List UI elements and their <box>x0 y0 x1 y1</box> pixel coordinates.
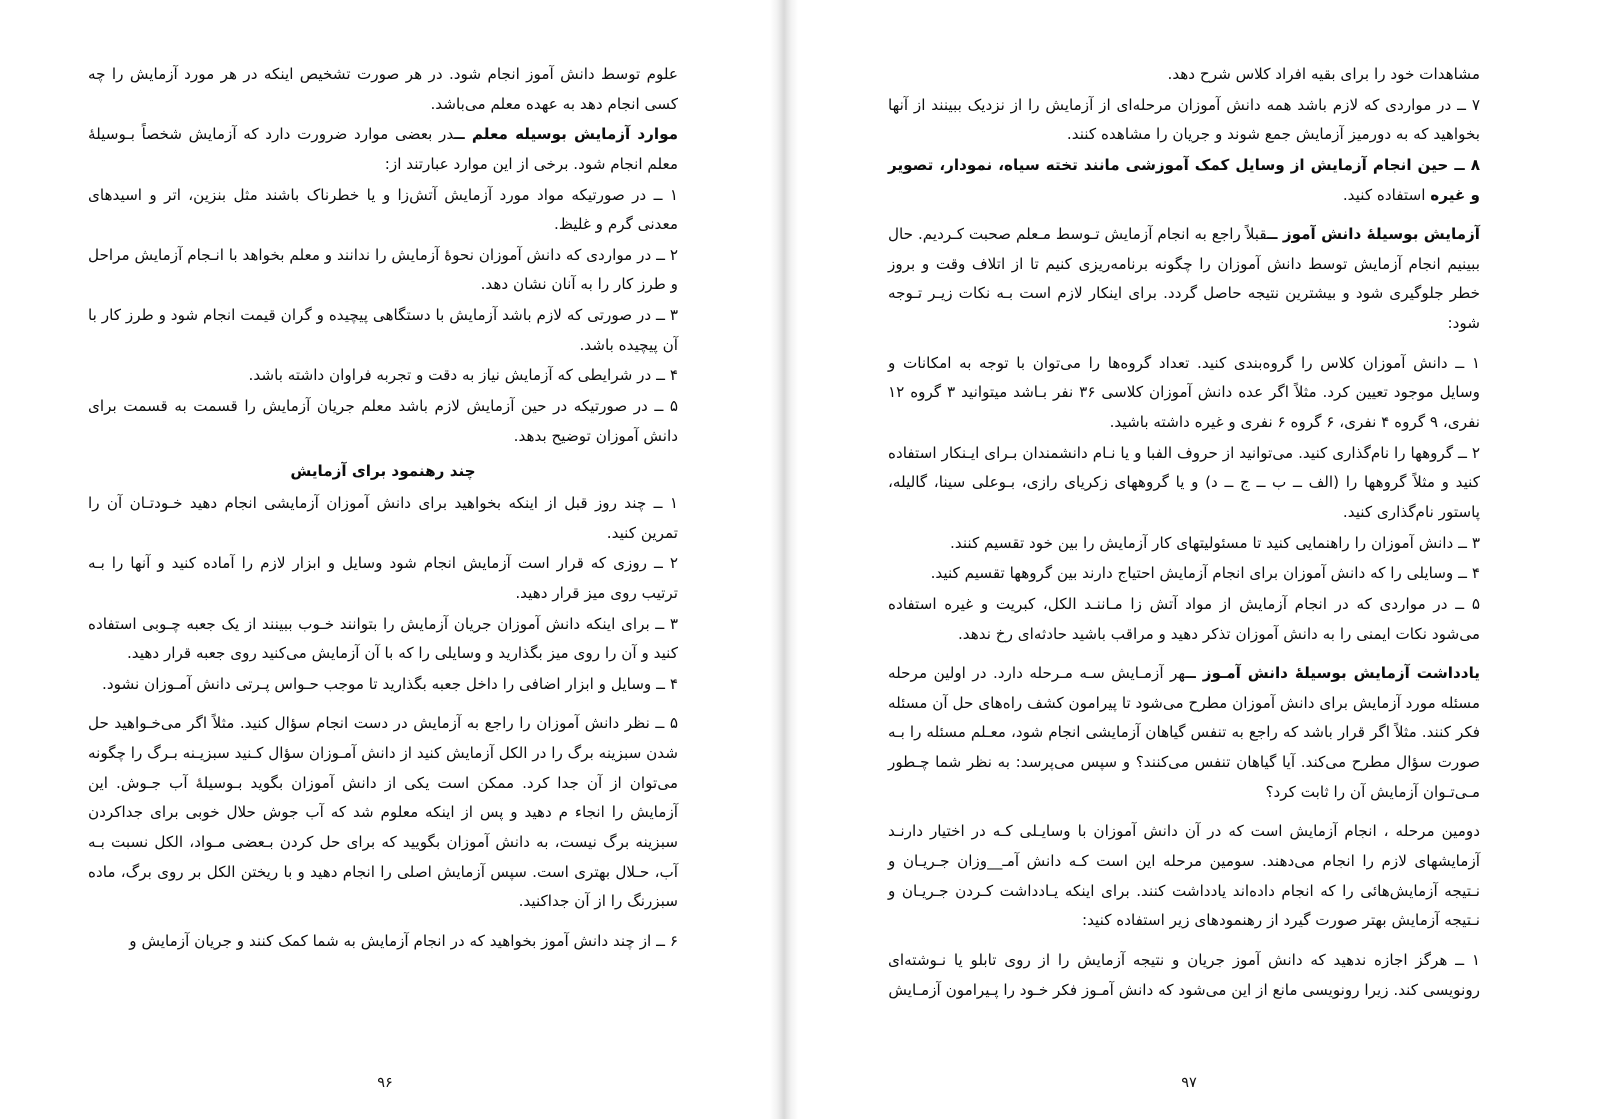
guideline-item: ۴ ــ وسایل و ابزار اضافی را داخل جعبه بگذارید تا موجب حـواس پـرتی دانش آمـوزان نشود. <box>102 674 678 693</box>
paragraph: ۵ ــ در صورتیکه در حین آزمایش لازم باشد معلم جریان آزمایش را قسمت به قسمت برای دانش آموزان توضیح بدهد. <box>88 397 678 445</box>
guideline-item: ۲ ــ روزی که قرار است آزمایش انجام شود وسایل و ابزار لازم را آماده کنید و آنها را بـه ترتیب روی میز قرار دهید. <box>88 554 678 602</box>
guideline-item: ۵ ــ نظر دانش آموزان را راجع به آزمایش در دست انجام سؤال کنید. مثلاً اگر می‌خـواهید حل شدن سبزینه برگ را در الکل آزمایش کنید از دانش آمـوزان سؤال کـنید سبزیـنه بـرگ را چگونه می‌توان از آن جدا کرد. ممکن است یکی از دانش آموزان بگوید بـوسیلهٔ آب جـوش. این آزمایش را انجاء م دهید و پس از اینکه معلوم شد که آب جوش حلال خوبی برای جداکردن سبزینه برگ نیست، به دانش آموزان بگویید که برای حل کردن بـعضی مـواد، الکل نسبت بـه آب، حـلال بهتری است. سپس آزمایش اصلی را انجام دهید و با ریختن الکل بر روی برگ، ماده سبزرنگ را از آن جداکنید. <box>87 714 678 911</box>
paragraph-body: قبلاً راجع به انجام آزمایش تـوسط مـعلم صحبت کـردیم. حال ببینیم انجام آزمایش توسط دانش آموزان را چگونه برنامه‌ریزی کنیم تا از اتلاف وقت و بروز خطر جلوگیری شود و بیشترین نتیجه حاصل گردد. برای اینکار لازم است بـه نکات زیـر تـوجه شود: <box>888 225 1480 333</box>
paragraph-lead: یادداشت آزمایش بوسیلهٔ دانش آمـوز ــ <box>1185 664 1480 683</box>
paragraph-body: استفاده کنید. <box>1342 185 1431 204</box>
paragraph: ۵ ــ در مواردی که در انجام آزمایش از مواد آتش زا مـاننـد الکل، کبریت و غیره استفاده می‌شود نکات ایمنی را به دانش آموزان تذکر دهید و مراقب باشید حادثه‌ای رخ ندهد. <box>888 594 1480 643</box>
page-number-97: ۹۷ <box>1181 1075 1197 1091</box>
paragraph: ۳ ــ در صورتی که لازم باشد آزمایش با دستگاهی پیچیده و گران قیمت انجام شود و طرز کار با آن پیچیده باشد. <box>88 306 678 354</box>
page-97-text-column <box>888 60 1480 1005</box>
guideline-item: ۶ ــ از چند دانش آموز بخواهید که در انجام آزمایش به شما کمک کنند و جریان آزمایش و <box>129 931 678 950</box>
guideline-item: ۱ ــ چند روز قبل از اینکه بخواهید برای دانش آموزان آزمایشی انجام دهید خـودتـان آن را تمرین کنید. <box>88 493 678 542</box>
paragraph-body: هر آزمـایش سـه مـرحله دارد. در اولین مرحله مسئله مورد آزمایش برای دانش آموزان مطرح می‌شود تا پیرامون کشف راه‌های حل آن مسئله فکر کنند. مثلاً اگر قرار باشد که راجع به تنفس گیاهان آزمایشی انجام شود، معـلم مسئله را بـه صورت سؤال مطرح می‌کند. آیا گیاهان تنفس می‌کنند؟ و سپس می‌پرسد: به نظر شما چـطور مـی‌تـوان آزمایش آن را ثابت کرد؟ <box>888 664 1480 801</box>
paragraph: علوم توسط دانش آموز انجام شود. در هر صورت تشخیص اینکه در هر مورد آزمایش را چه کسی انجام دهد به عهده معلم می‌باشد. <box>88 65 678 113</box>
page-gutter <box>770 0 798 1119</box>
paragraph: ۲ ــ گروهها را نام‌گذاری کنید. می‌توانید از حروف الفبا و یا نـام دانشمندان بـرای ایـنکار استفاده کنید و مثلاً گروهها را (الف ــ ب ــ ج ــ د) و یا گروههای زکریای رازی، بـوعلی سینا، گالیله، پاستور نام‌گذاری کنید. <box>888 443 1480 521</box>
section-heading: چند رهنمود برای آزمایش <box>290 462 476 481</box>
page-97 <box>798 0 1600 1119</box>
paragraph <box>888 659 1480 807</box>
paragraph: ۱ ــ در صورتیکه مواد مورد آزمایش آتش‌زا و یا خطرناک باشند مثل بنزین، اتر و اسیدهای معدنی گرم و غلیظ. <box>88 185 678 234</box>
paragraph <box>88 120 678 179</box>
paragraph <box>888 151 1480 210</box>
paragraph: ۳ ــ دانش آموزان را راهنمایی کنید تا مسئولیتهای کار آزمایش را بین خود تقسیم کنند. <box>950 533 1480 552</box>
paragraph: ۱ ــ هرگز اجازه ندهید که دانش آموز جریان و نتیجه آزمایش را از روی تابلو یا نـوشته‌ای رونویسی کند. زیرا رونویسی مانع از این می‌شود که دانش آمـوز فکر خـود را پـیرامون آزمـایش <box>888 950 1480 999</box>
paragraph-lead: موارد آزمایش بوسیله معلم ــ <box>454 125 678 144</box>
page-96-text-column <box>88 60 678 957</box>
paragraph: مشاهدات خود را برای بقیه افراد کلاس شرح دهد. <box>1167 65 1480 83</box>
paragraph-body: در بعضی موارد ضرورت دارد که آزمایش شخصاً بـوسیلهٔ معلم انجام شود. برخی از این موارد عبارتند از: <box>88 125 678 173</box>
page-number-96: ۹۶ <box>377 1075 393 1091</box>
guideline-item: ۳ ــ برای اینکه دانش آموزان جریان آزمایش را بتوانند خـوب ببینند از یک جعبه چـوبی استفاده کنید و آن را روی میز بگذارید و وسایلی را که با آن آزمایش می‌کنید روی جعبه قرار دهید. <box>88 614 678 663</box>
page-96 <box>0 0 770 1119</box>
paragraph-lead: آزمایش بوسیلهٔ دانش آموز ــ <box>1267 225 1480 244</box>
paragraph-lead: ۸ ــ حین انجام آزمایش از وسایل کمک آموزشی مانند تخته سیاه، نمودار، تصویر و غیره <box>888 155 1480 204</box>
paragraph: ۴ ــ وسایلی را که دانش آموزان برای انجام آزمایش احتیاج دارند بین گروهها تقسیم کنید. <box>930 564 1480 583</box>
paragraph <box>888 220 1480 339</box>
paragraph: ۲ ــ در مواردی که دانش آموزان نحوهٔ آزمایش را ندانند و معلم بخواهد با انـجام آزمایش مراحل و طرز کار را به آنان نشان دهد. <box>88 245 678 294</box>
paragraph: ۷ ــ در مواردی که لازم باشد همه دانش آموزان مرحله‌ای از آزمایش را از نزدیک ببینند از آنها بخواهید که به دورمیز آزمایش جمع شوند و جریان را مشاهده کنند. <box>888 95 1480 144</box>
paragraph: ۱ ــ دانش آموزان کلاس را گروه‌بندی کنید. تعداد گروه‌ها را می‌توان با توجه به امکانات و وسایل موجود تعیین کرد. مثلاً اگر عده دانش آموزان کلاسی ۳۶ نفر بـاشد میتوانید ۳ گروه ۱۲ نفری، ۹ گروه ۴ نفری، ۶ گروه ۶ نفری و غیره داشته باشید. <box>888 353 1480 432</box>
paragraph: دومین مرحله ، انجام آزمایش است که در آن دانش آموزان با وسایـلی کـه در اختیار دارنـد آزمایشهای لازم را انجام می‌دهند. سومین مرحله این است کـه دانش آمـ__وزان جـریـان و نـتیجه آزمایش‌هائی را که انجام داده‌اند یادداشت کنند. برای اینکه یـادداشت کـردن جـریـان و نـتیجه آزمایش بهتر صورت گیرد از رهنمودهای زیر استفاده کنید: <box>888 822 1480 930</box>
paragraph: ۴ ــ در شرایطی که آزمایش نیاز به دقت و تجربه فراوان داشته باشد. <box>248 366 678 385</box>
